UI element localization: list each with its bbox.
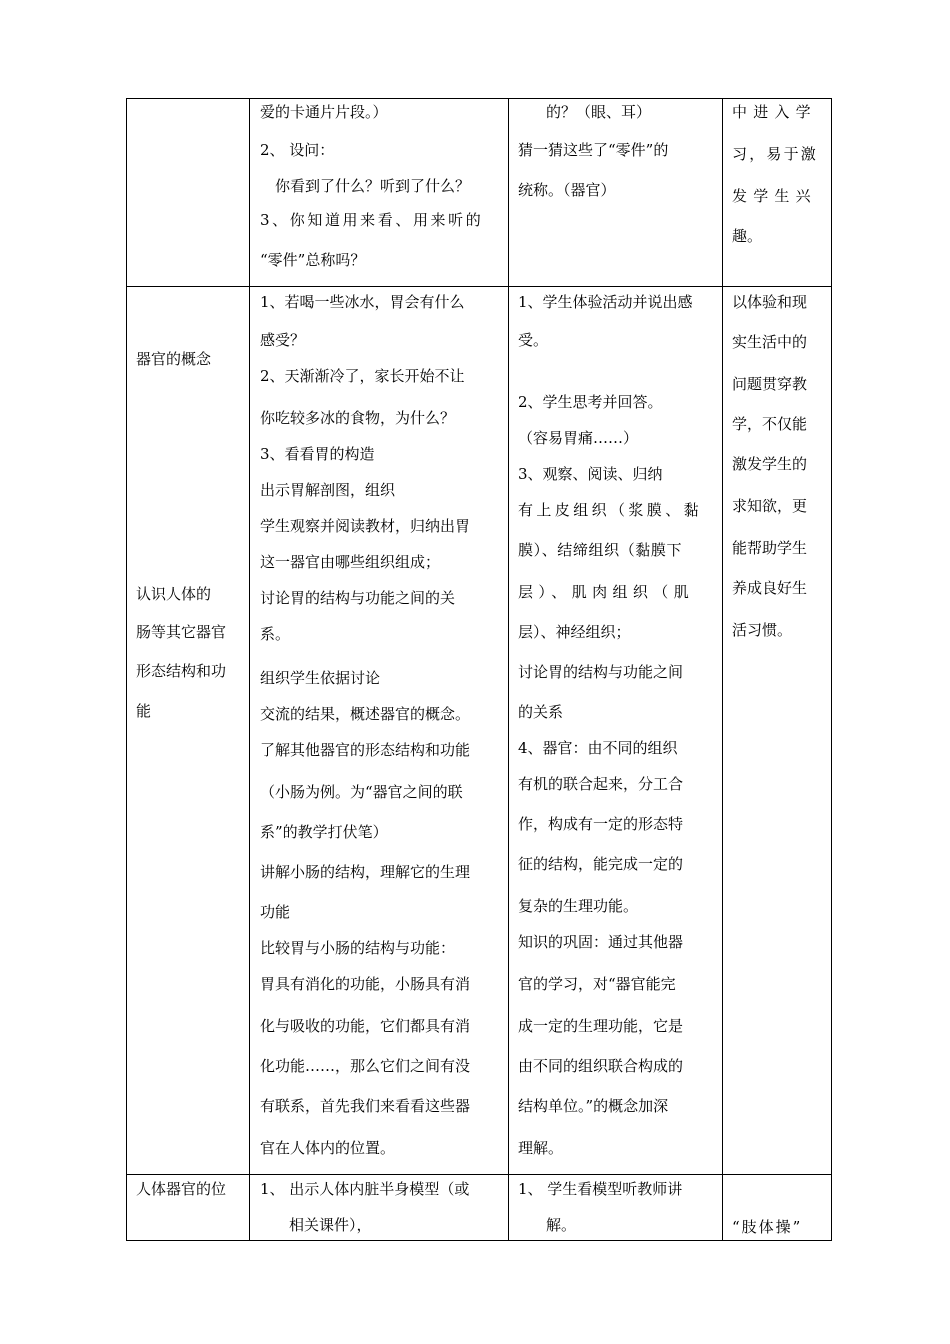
teacher-line: 相关课件）， (289, 1216, 372, 1234)
teacher-line: 化与吸收的功能，它们都具有消 (260, 1017, 471, 1035)
teacher-line: 1、 出示人体内脏半身模型（或 (260, 1180, 470, 1198)
teacher-line: 这一器官由哪些组织组成； (260, 553, 441, 571)
table-border-top (126, 98, 832, 99)
student-line: 的关系 (518, 703, 564, 721)
table-border-bottom (126, 1240, 832, 1241)
column-divider-1 (249, 98, 250, 1241)
teacher-line: 2、天渐渐冷了，家长开始不让 (260, 367, 465, 385)
topic-line: 形态结构和功 (136, 662, 227, 680)
teacher-line: 感受？ (260, 331, 306, 349)
student-line: 3、观察、阅读、归纳 (518, 465, 663, 483)
intent-line: 以体验和现 (732, 293, 808, 311)
intent-line: 问题贯穿教 (732, 375, 808, 393)
student-line: 层）、肌肉组织（肌 (518, 583, 695, 601)
topic-line: 人体器官的位 (136, 1180, 227, 1198)
teacher-line: 爱的卡通片片段。） (260, 103, 388, 121)
teacher-line: 学生观察并阅读教材，归纳出胃 (260, 517, 471, 535)
teacher-line: 有联系，首先我们来看看这些器 (260, 1097, 471, 1115)
intent-line: 学，不仅能 (732, 415, 808, 433)
teacher-line: 讲解小肠的结构，理解它的生理 (260, 863, 471, 881)
student-line: 讨论胃的结构与功能之间 (518, 663, 684, 681)
student-line: 知识的巩固：通过其他器 (518, 933, 684, 951)
student-line: 层）、神经组织； (518, 623, 631, 641)
teacher-line: 系”的教学打伏笔） (260, 823, 388, 841)
intent-line: 实生活中的 (732, 333, 808, 351)
intent-line: 活习惯。 (732, 621, 793, 639)
teacher-line: 3、看看胃的构造 (260, 445, 375, 463)
teacher-line: 比较胃与小肠的结构与功能： (260, 939, 456, 957)
student-line: 理解。 (518, 1139, 564, 1157)
teacher-line: 出示胃解剖图，组织 (260, 481, 396, 499)
lesson-plan-table (126, 98, 832, 1241)
student-line: 解。 (546, 1216, 577, 1234)
intent-line: 中进入学 (732, 103, 817, 121)
teacher-line: 2、 设问： (260, 141, 335, 159)
teacher-line: 讨论胃的结构与功能之间的关 (260, 589, 456, 607)
topic-line: 肠等其它器官 (136, 623, 227, 641)
student-line: 2、学生思考并回答。 (518, 393, 663, 411)
intent-line: 能帮助学生 (732, 539, 808, 557)
intent-line: 趣。 (732, 227, 763, 245)
topic-line: 能 (136, 702, 152, 720)
teacher-line: 化功能……，那么它们之间有没 (260, 1057, 471, 1075)
student-line: 猜一猜这些了“零件”的 (518, 141, 669, 159)
student-line: 1、 学生看模型听教师讲 (518, 1180, 683, 1198)
student-line: 4、器官：由不同的组织 (518, 739, 678, 757)
student-line: 复杂的生理功能。 (518, 897, 639, 915)
student-line: 官的学习，对“器官能完 (518, 975, 676, 993)
student-line: 1、学生体验活动并说出感 (518, 293, 693, 311)
student-line: 征的结构，能完成一定的 (518, 855, 684, 873)
student-line: 膜）、结缔组织（黏膜下 (518, 541, 683, 559)
teacher-line: “零件”总称吗？ (260, 251, 366, 269)
teacher-line: 了解其他器官的形态结构和功能 (260, 741, 471, 759)
intent-line: 发学生兴 (732, 187, 817, 205)
student-line: （容易胃痛……） (518, 429, 639, 447)
student-line: 由不同的组织联合构成的 (518, 1057, 684, 1075)
intent-line: 激发学生的 (732, 455, 808, 473)
intent-line: 习，易于激 (732, 145, 819, 163)
teacher-line: 组织学生依据讨论 (260, 669, 381, 687)
teacher-line: 胃具有消化的功能，小肠具有消 (260, 975, 471, 993)
intent-line: 求知欲，更 (732, 497, 808, 515)
teacher-line: 1、若喝一些冰水，胃会有什么 (260, 293, 465, 311)
student-line: 结构单位。”的概念加深 (518, 1097, 669, 1115)
intent-line: “肢体操” (732, 1218, 803, 1236)
teacher-line: 交流的结果，概述器官的概念。 (260, 705, 471, 723)
student-line: 作，构成有一定的形态特 (518, 815, 684, 833)
teacher-line: 你吃较多冰的食物，为什么？ (260, 409, 456, 427)
teacher-line: 你看到了什么？听到了什么？ (275, 177, 471, 195)
table-border-right (831, 98, 832, 1241)
teacher-line: 3、你知道用来看、用来听的 (260, 211, 484, 229)
row-divider-2 (126, 1174, 832, 1175)
topic-line: 认识人体的 (136, 585, 212, 603)
table-border-left (126, 98, 127, 1241)
student-line: 的？（眼、耳） (546, 103, 652, 121)
teacher-line: 功能 (260, 903, 291, 921)
topic-line: 器官的概念 (136, 350, 212, 368)
student-line: 有机的联合起来，分工合 (518, 775, 684, 793)
row-divider-1 (126, 286, 832, 287)
intent-line: 养成良好生 (732, 579, 808, 597)
column-divider-3 (722, 98, 723, 1241)
student-line: 统称。（器官） (518, 181, 616, 199)
student-line: 成一定的生理功能，它是 (518, 1017, 684, 1035)
column-divider-2 (508, 98, 509, 1241)
teacher-line: 官在人体内的位置。 (260, 1139, 396, 1157)
student-line: 受。 (518, 331, 549, 349)
teacher-line: 系。 (260, 625, 291, 643)
teacher-line: （小肠为例。为“器官之间的联 (260, 783, 463, 801)
student-line: 有上皮组织（浆膜、黏 (518, 501, 703, 519)
